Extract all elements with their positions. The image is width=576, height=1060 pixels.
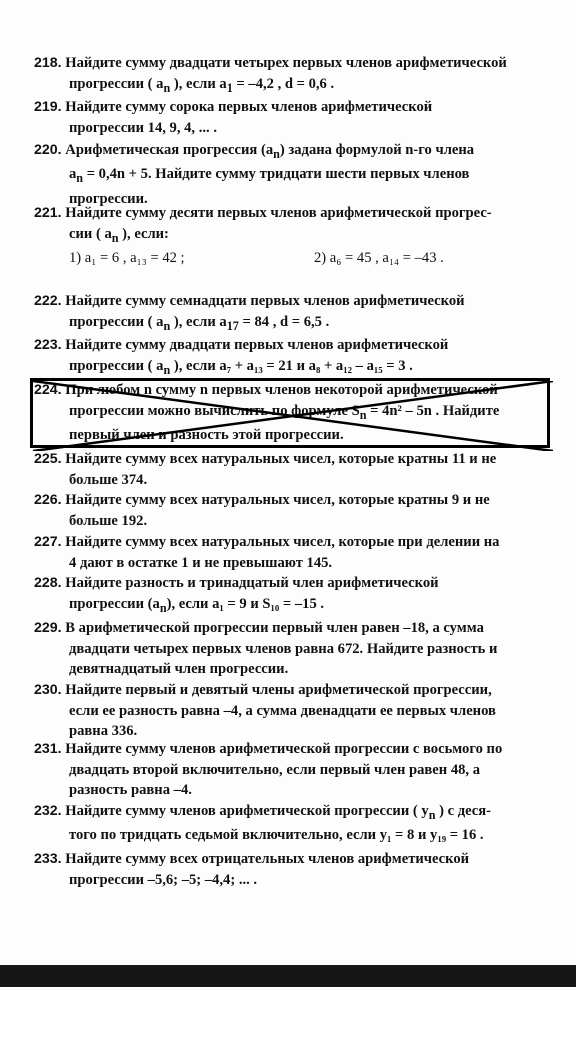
problem-text-line: Найдите сумму всех отрицательных членов арифметической xyxy=(65,851,470,867)
problem-text-line: прогрессии –5,6; –5; –4,4; ... . xyxy=(69,871,258,888)
problem-text-line: прогрессии ( $a_n$ ), если $a_1 = -4,2$ , d = 0,6 . xyxy=(69,75,335,95)
problem-text-line: Найдите сумму двадцати четырех первых членов арифметической xyxy=(65,55,507,71)
problem-text-line: сии ( $a_n$ ), если: xyxy=(69,225,169,245)
problem-text-line: прогрессии. xyxy=(69,190,148,207)
problem-219 xyxy=(34,97,550,138)
problem-text-line: Найдите первый и девятый члены арифметической прогрессии, xyxy=(65,682,492,698)
problem-text-line: если ее разность равна –4, а сумма двенадцати ее первых членов xyxy=(69,702,496,719)
problem-233 xyxy=(34,849,550,890)
problem-number: 225. xyxy=(34,451,62,467)
problem-text-line: Арифметическая прогрессия $(a_n)$ задана формулой n-го члена xyxy=(65,142,475,161)
problem-text-line: прогрессии можно вычислить по формуле $S_n = 4n^2 - 5n$ . Найдите xyxy=(69,402,500,422)
problem-text-line: прогрессии ( $a_n$ ), если a₇ + a₁₃ = 21 и a₈ + a₁₂ – a₁₅ = 3 . xyxy=(69,357,413,377)
problem-text-line: 4 дают в остатке 1 и не превышают 145. xyxy=(69,554,333,571)
problem-number: 227. xyxy=(34,534,62,550)
problem-text-line: Найдите сумму десяти первых членов арифметической прогрес- xyxy=(65,205,492,221)
problem-230 xyxy=(34,680,550,742)
problem-218 xyxy=(34,53,550,98)
problem-221-items xyxy=(69,248,549,268)
problem-221 xyxy=(34,203,550,248)
problem-text-line: Найдите сумму всех натуральных чисел, которые кратны 9 и не xyxy=(65,492,490,508)
problem-220 xyxy=(34,140,550,209)
problem-text-line: Найдите сумму членов арифметической прогрессии с восьмого по xyxy=(65,741,503,757)
problem-text-line: Найдите сумму сорока первых членов арифметической xyxy=(65,99,433,115)
problem-text-line: Найдите сумму двадцати первых членов арифметической xyxy=(65,337,449,353)
problem-text-line: прогрессии $(a_n)$, если a₁ = 9 и S₁₀ = –15 . xyxy=(69,595,325,615)
problem-222 xyxy=(34,291,550,336)
problem-231 xyxy=(34,739,550,801)
problem-number: 228. xyxy=(34,575,62,591)
problem-text-line: Найдите разность и тринадцатый член арифметической xyxy=(65,575,439,591)
problem-text-line: того по тридцать седьмой включительно, если y₁ = 8 и y₁₉ = 16 . xyxy=(69,827,484,844)
problem-number: 229. xyxy=(34,620,62,636)
problem-text-line: Найдите сумму семнадцати первых членов арифметической xyxy=(65,293,465,309)
problem-number: 231. xyxy=(34,741,62,757)
cross-out-mark xyxy=(33,381,553,451)
problem-number: 230. xyxy=(34,682,62,698)
problem-number: 224. xyxy=(34,382,62,398)
subitem-1: 1) a₁ = 6 , a₁₃ = 42 ; xyxy=(69,250,185,266)
problem-text-line: В арифметической прогрессии первый член равен –18, а сумма xyxy=(65,620,484,636)
problem-228 xyxy=(34,573,550,618)
problem-text-line: первый член и разность этой прогрессии. xyxy=(69,426,344,443)
problem-number: 232. xyxy=(34,803,62,819)
problem-text-line: прогрессии ( $a_n$ ), если $a_{17} = 84$ , d = 6,5 . xyxy=(69,313,330,333)
problem-text-line: Найдите сумму всех натуральных чисел, которые при делении на xyxy=(65,534,500,550)
problem-text-line: двадцати четырех первых членов равна 672. Найдите разность и xyxy=(69,640,498,657)
problem-text-line: больше 374. xyxy=(69,471,148,488)
problem-text-line: прогрессии 14, 9, 4, ... . xyxy=(69,119,217,136)
problem-number: 218. xyxy=(34,55,62,71)
problem-229 xyxy=(34,618,550,680)
problem-223 xyxy=(34,335,550,380)
problem-text-line: девятнадцатый член прогрессии. xyxy=(69,661,289,677)
problem-text-line: $a_n = 0,4n + 5$. Найдите сумму тридцати шести первых членов xyxy=(69,166,470,186)
problem-text-line: больше 192. xyxy=(69,512,148,529)
subitem-2: 2) a₆ = 45 , a₁₄ = –43 . xyxy=(314,250,444,266)
problem-text-line: Найдите сумму членов арифметической прогрессии ( $y_n$ ) с деся- xyxy=(65,803,492,822)
problem-text-line: разность равна –4. xyxy=(69,782,192,798)
problem-text-line: двадцать второй включительно, если первый член равен 48, а xyxy=(69,761,481,778)
problem-text-line: При любом n сумму n первых членов некоторой арифметической xyxy=(65,382,498,398)
problem-number: 220. xyxy=(34,142,62,158)
problem-226 xyxy=(34,490,550,531)
problem-number: 226. xyxy=(34,492,62,508)
problem-232 xyxy=(34,801,550,846)
problem-number: 233. xyxy=(34,851,62,867)
problem-number: 219. xyxy=(34,99,62,115)
problem-225 xyxy=(34,449,550,490)
problem-text-line: равна 336. xyxy=(69,723,138,739)
dark-separator-band xyxy=(0,965,576,987)
footer-area xyxy=(0,987,576,1060)
problem-227 xyxy=(34,532,550,573)
crossed-out-box xyxy=(30,378,550,448)
problem-text-line: Найдите сумму всех натуральных чисел, которые кратны 11 и не xyxy=(65,451,497,467)
problem-number: 221. xyxy=(34,205,62,221)
problem-number: 222. xyxy=(34,293,62,309)
problem-number: 223. xyxy=(34,337,62,353)
